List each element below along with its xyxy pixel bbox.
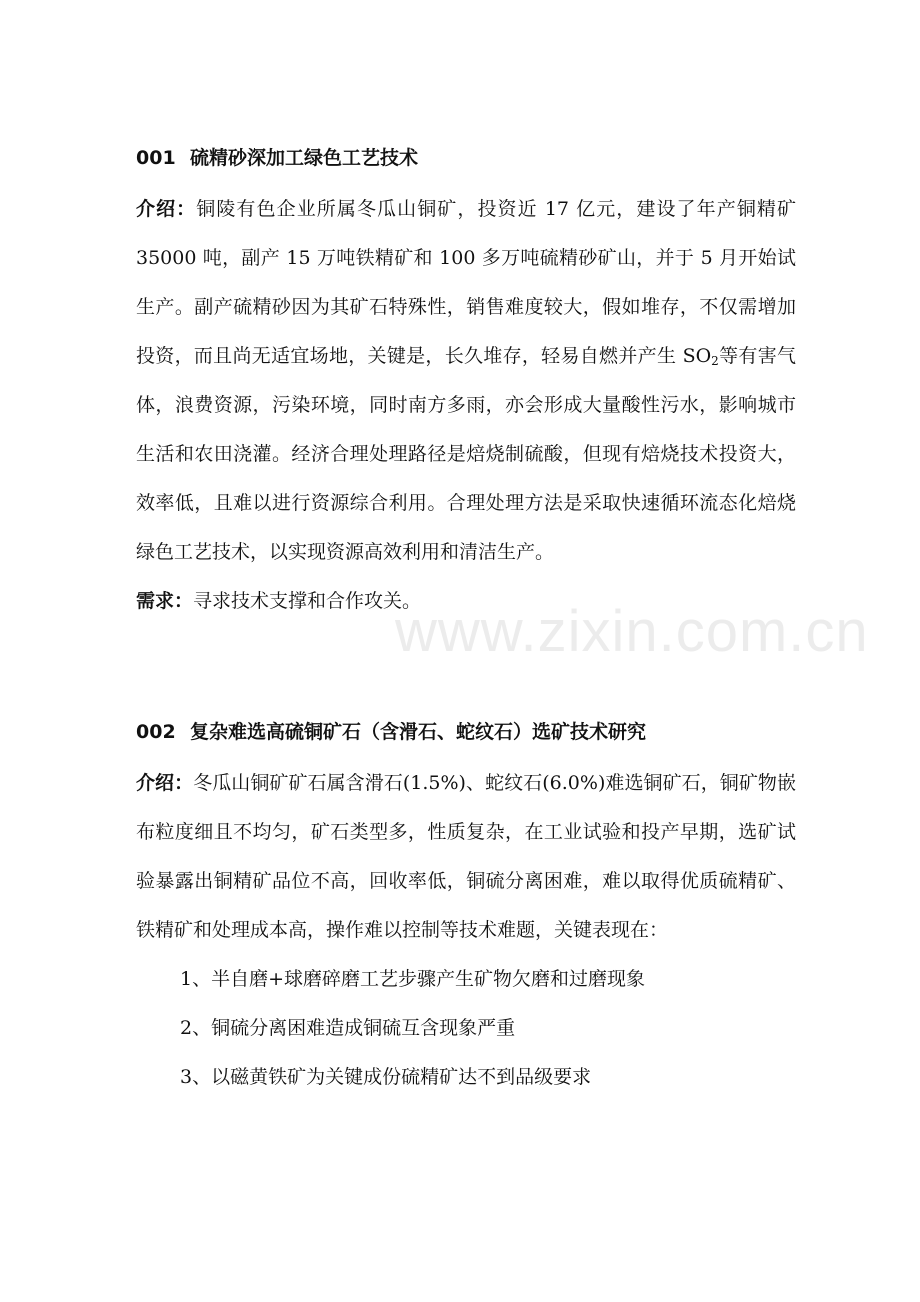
- intro-paragraph: [136, 759, 796, 955]
- demand-text: 寻求技术支撑和合作攻关。: [193, 590, 422, 612]
- intro-label: 介绍：: [136, 772, 194, 794]
- list-item: 2、铜硫分离困难造成铜硫互含现象严重: [180, 1017, 516, 1039]
- intro-paragraph: [136, 185, 796, 577]
- section-number: 001: [136, 147, 176, 169]
- section-heading: [136, 717, 796, 747]
- section-title: 硫精砂深加工绿色工艺技术: [190, 147, 419, 169]
- list-item: 3、以磁黄铁矿为关键成份硫精矿达不到品级要求: [180, 1066, 592, 1088]
- intro-text-part1: 铜陵有色企业所属冬瓜山铜矿，投资近 17 亿元，建设了年产铜精矿 35000 吨，副产 15 万吨铁精矿和 100 多万吨硫精砂矿山，并于 5 月开始试生产。副产硫精砂因为其矿石特殊性，销售难度较大，假如堆存，不仅需增加投资，而且尚无适宜场地，关键是，长久堆存，轻易自燃并产生 SO: [136, 198, 796, 367]
- intro-text-part2: 等有害气体，浪费资源，污染环境，同时南方多雨，亦会形成大量酸性污水，影响城市生活和农田浇灌。经济合理处理路径是焙烧制硫酸，但现有焙烧技术投资大，效率低，且难以进行资源综合利用。合理处理方法是采取快速循环流态化焙烧绿色工艺技术，以实现资源高效利用和清洁生产。: [136, 345, 796, 563]
- section-001: [136, 143, 796, 626]
- demand-label: 需求：: [136, 590, 194, 612]
- section-002: [136, 717, 796, 1102]
- section-title: 复杂难选高硫铜矿石（含滑石、蛇纹石）选矿技术研究: [190, 721, 647, 743]
- intro-label: 介绍：: [136, 198, 197, 220]
- demand-line: [136, 577, 796, 626]
- section-heading: [136, 143, 796, 173]
- intro-text: 冬瓜山铜矿矿石属含滑石(1.5%)、蛇纹石(6.0%)难选铜矿石，铜矿物嵌布粒度细且不均匀，矿石类型多，性质复杂，在工业试验和投产早期，选矿试验暴露出铜精矿品位不高，回收率低，铜硫分离困难，难以取得优质硫精矿、铁精矿和处理成本高，操作难以控制等技术难题，关键表现在：: [136, 772, 796, 941]
- so2-subscript: 2: [711, 354, 719, 368]
- problem-list: [180, 955, 796, 1102]
- list-item: 1、半自磨+球磨碎磨工艺步骤产生矿物欠磨和过磨现象: [180, 968, 646, 990]
- section-number: 002: [136, 721, 176, 743]
- watermark: www.zixin.com.cn: [395, 599, 869, 664]
